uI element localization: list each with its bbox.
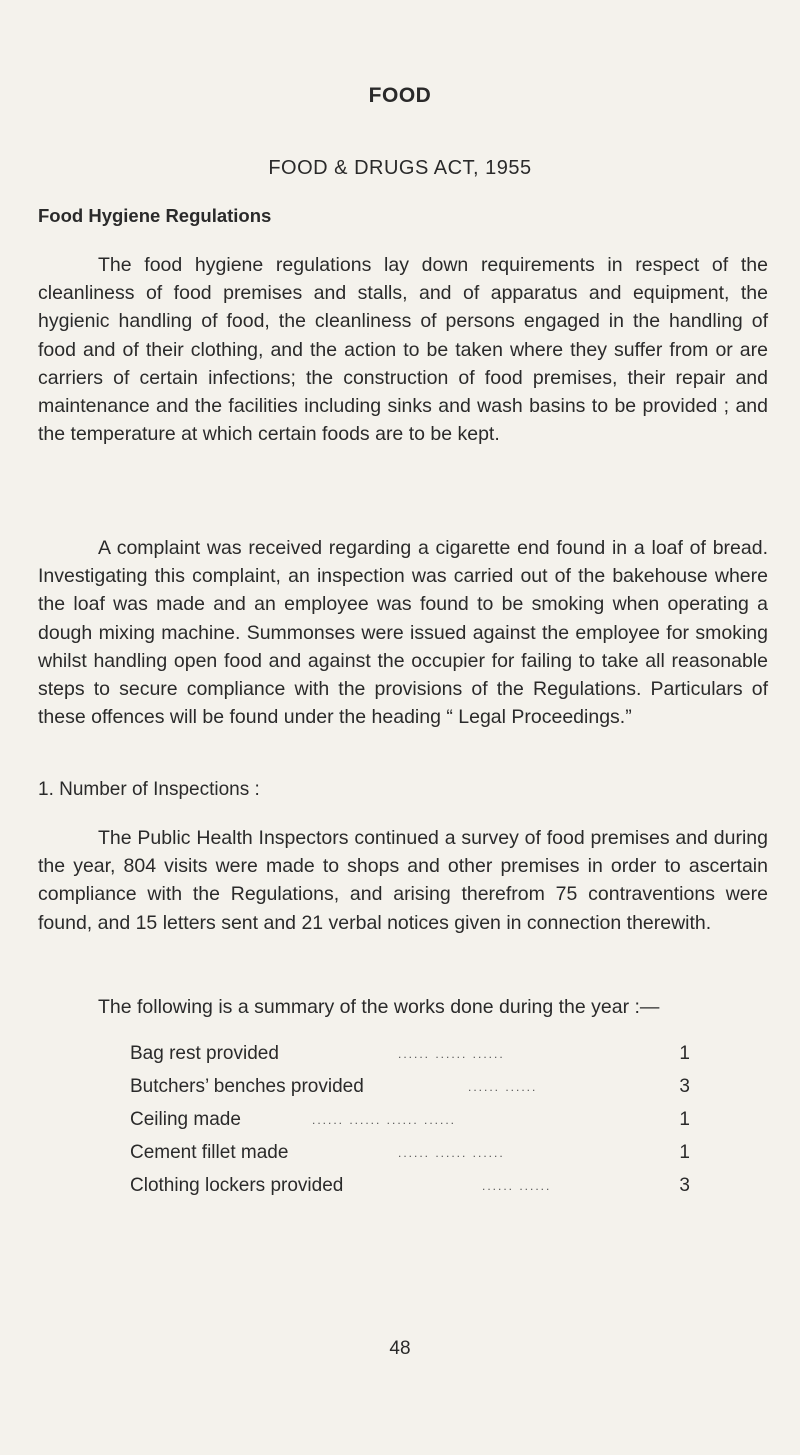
inspections-heading: 1. Number of Inspections :: [38, 779, 260, 800]
list-item: [130, 1169, 690, 1202]
work-count: 1: [679, 1142, 690, 1163]
work-count: 3: [679, 1076, 690, 1097]
work-count: 1: [679, 1109, 690, 1130]
section-heading: Food Hygiene Regulations: [38, 205, 272, 226]
list-item: [130, 1103, 690, 1136]
work-label: Butchers’ benches provided: [130, 1076, 364, 1097]
paragraph-inspections: The Public Health Inspectors continued a survey of food premises and during the year, 804 visits were made to shops and other premises in order to ascertain compliance with the Regulations, and arising therefrom 75 contraventions were found, and 15 letters sent and 21 verbal notices given in connection therewith.: [38, 827, 768, 934]
work-count: 3: [679, 1175, 690, 1196]
dot-leader: ...... ...... ......: [398, 1047, 505, 1061]
dot-leader: ...... ...... ......: [398, 1146, 505, 1160]
page-number: 48: [389, 1338, 411, 1359]
dot-leader: ...... ......: [482, 1179, 552, 1193]
dot-leader: ...... ...... ...... ......: [312, 1113, 457, 1127]
work-label: Clothing lockers provided: [130, 1175, 344, 1196]
paragraph-summary-intro: The following is a summary of the works done during the year :—: [98, 996, 660, 1018]
act-subtitle: FOOD & DRUGS ACT, 1955: [268, 157, 532, 179]
paragraph-complaint: A complaint was received regarding a cigarette end found in a loaf of bread. Investigating this complaint, an inspection was carried out of the bakehouse where the loaf was made and an employee was found to be smoking when operating a dough mixing machine. Summonses were issued against the employee for smoking whilst handling open food and against the occupier for failing to take all reasonable steps to secure compliance with the provisions of the Regulations. Particulars of these offences will be found under the heading “ Legal Proceedings.”: [38, 537, 768, 729]
list-item: [130, 1136, 690, 1169]
work-label: Bag rest provided: [130, 1043, 279, 1064]
works-list: [130, 1037, 690, 1202]
list-item: [130, 1037, 690, 1070]
work-label: Ceiling made: [130, 1109, 241, 1130]
page-title: FOOD: [368, 84, 432, 107]
dot-leader: ...... ......: [468, 1080, 538, 1094]
work-label: Cement fillet made: [130, 1142, 289, 1163]
list-item: [130, 1070, 690, 1103]
work-count: 1: [679, 1043, 690, 1064]
paragraph-regulations: The food hygiene regulations lay down requirements in respect of the cleanliness of food premises and stalls, and of apparatus and equipment, the hygienic handling of food, the cleanliness of persons engaged in the handling of food and of their clothing, and the action to be taken where they suffer from or are carriers of certain infections; the construction of food premises, their repair and maintenance and the facilities including sinks and wash basins to be provided ; and the temperature at which certain foods are to be kept.: [38, 254, 768, 446]
